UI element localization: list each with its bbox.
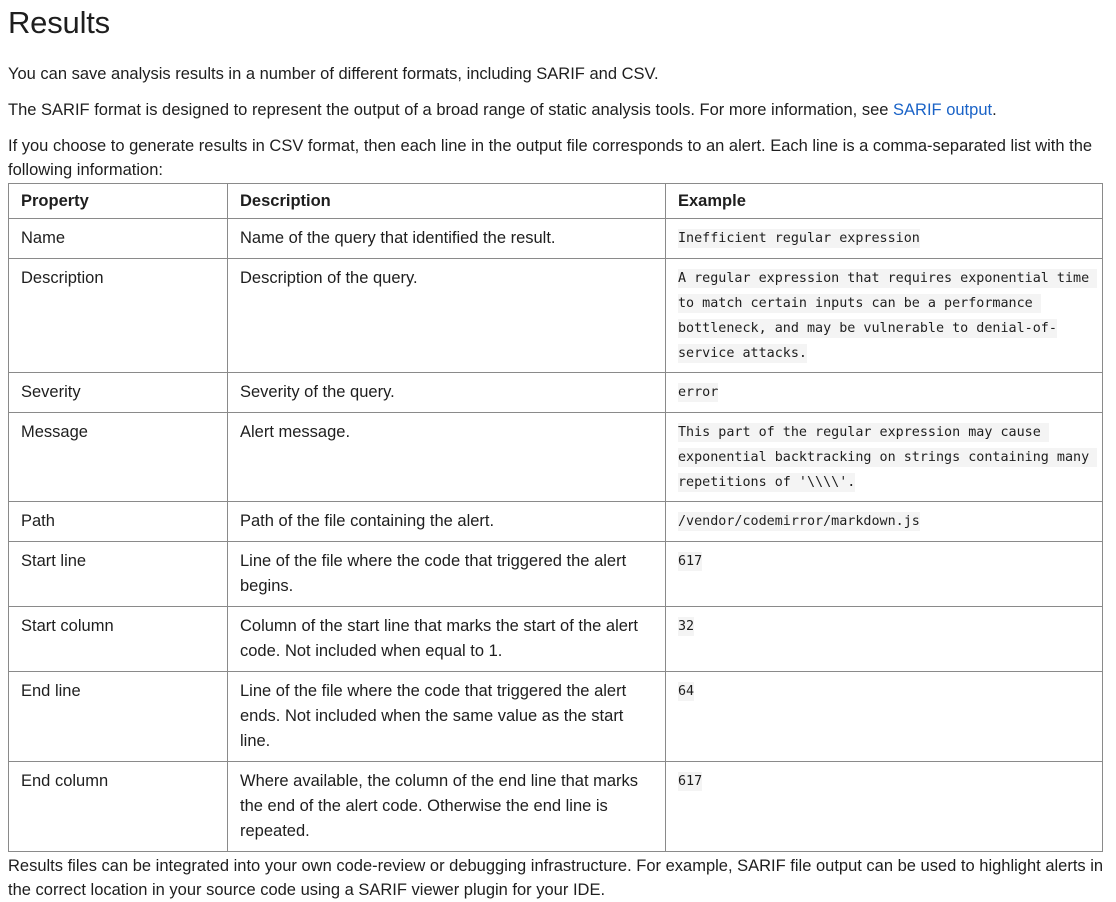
example-code: This part of the regular expression may cause exponential backtracking on strings containing many repetitions of '\\\\'. <box>678 425 1098 490</box>
page-title: Results <box>8 5 110 40</box>
table-row <box>9 762 1103 852</box>
sarif-text-after: . <box>992 101 997 119</box>
example-cell <box>666 502 1103 542</box>
example-code: 617 <box>678 554 703 569</box>
example-cell <box>666 259 1103 373</box>
sarif-output-link[interactable]: SARIF output <box>893 101 993 119</box>
property-cell: End line <box>9 672 228 762</box>
property-cell: End column <box>9 762 228 852</box>
description-cell: Severity of the query. <box>228 373 666 413</box>
example-code: Inefficient regular expression <box>678 231 920 246</box>
table-row <box>9 502 1103 542</box>
property-cell: Path <box>9 502 228 542</box>
description-cell: Alert message. <box>228 413 666 502</box>
description-cell: Description of the query. <box>228 259 666 373</box>
description-cell: Path of the file containing the alert. <box>228 502 666 542</box>
description-cell: Where available, the column of the end line that marks the end of the alert code. Otherwise the end line is repeated. <box>228 762 666 852</box>
csv-fields-table <box>8 183 1103 852</box>
header-property: Property <box>9 184 228 219</box>
property-cell: Severity <box>9 373 228 413</box>
example-cell <box>666 373 1103 413</box>
description-cell: Name of the query that identified the result. <box>228 219 666 259</box>
description-cell: Column of the start line that marks the start of the alert code. Not included when equal to 1. <box>228 607 666 672</box>
table-row <box>9 219 1103 259</box>
property-cell: Name <box>9 219 228 259</box>
example-cell <box>666 219 1103 259</box>
table-header-row <box>9 184 1103 219</box>
header-description: Description <box>228 184 666 219</box>
example-code: 32 <box>678 619 695 634</box>
csv-paragraph: If you choose to generate results in CSV format, then each line in the output file corresponds to an alert. Each line is a comma-separated list with the following information: <box>8 137 1093 179</box>
header-example: Example <box>666 184 1103 219</box>
property-cell: Start column <box>9 607 228 672</box>
description-cell: Line of the file where the code that triggered the alert ends. Not included when the same value as the start line. <box>228 672 666 762</box>
example-code: 617 <box>678 774 703 789</box>
example-cell <box>666 607 1103 672</box>
sarif-text-before: The SARIF format is designed to represent the output of a broad range of static analysis tools. For more information, see <box>8 101 894 119</box>
property-cell: Description <box>9 259 228 373</box>
property-cell: Message <box>9 413 228 502</box>
example-cell <box>666 762 1103 852</box>
closing-paragraph: Results files can be integrated into your own code-review or debugging infrastructure. For example, SARIF file output can be used to highlight alerts in the correct location in your source code using a SARIF viewer plugin for your IDE. <box>8 857 1104 899</box>
example-cell <box>666 542 1103 607</box>
table-row <box>9 259 1103 373</box>
property-cell: Start line <box>9 542 228 607</box>
table-row <box>9 373 1103 413</box>
example-code: A regular expression that requires exponential time to match certain inputs can be a performance bottleneck, and may be vulnerable to denial-of-service attacks. <box>678 271 1098 361</box>
table-row <box>9 672 1103 762</box>
example-code: error <box>678 385 719 400</box>
example-code: /vendor/codemirror/markdown.js <box>678 514 920 529</box>
example-cell <box>666 672 1103 762</box>
example-code: 64 <box>678 684 695 699</box>
intro-paragraph: You can save analysis results in a number of different formats, including SARIF and CSV. <box>8 65 659 83</box>
table-row <box>9 413 1103 502</box>
description-cell: Line of the file where the code that triggered the alert begins. <box>228 542 666 607</box>
sarif-paragraph <box>8 98 1108 122</box>
table-row <box>9 542 1103 607</box>
example-cell <box>666 413 1103 502</box>
table-row <box>9 607 1103 672</box>
